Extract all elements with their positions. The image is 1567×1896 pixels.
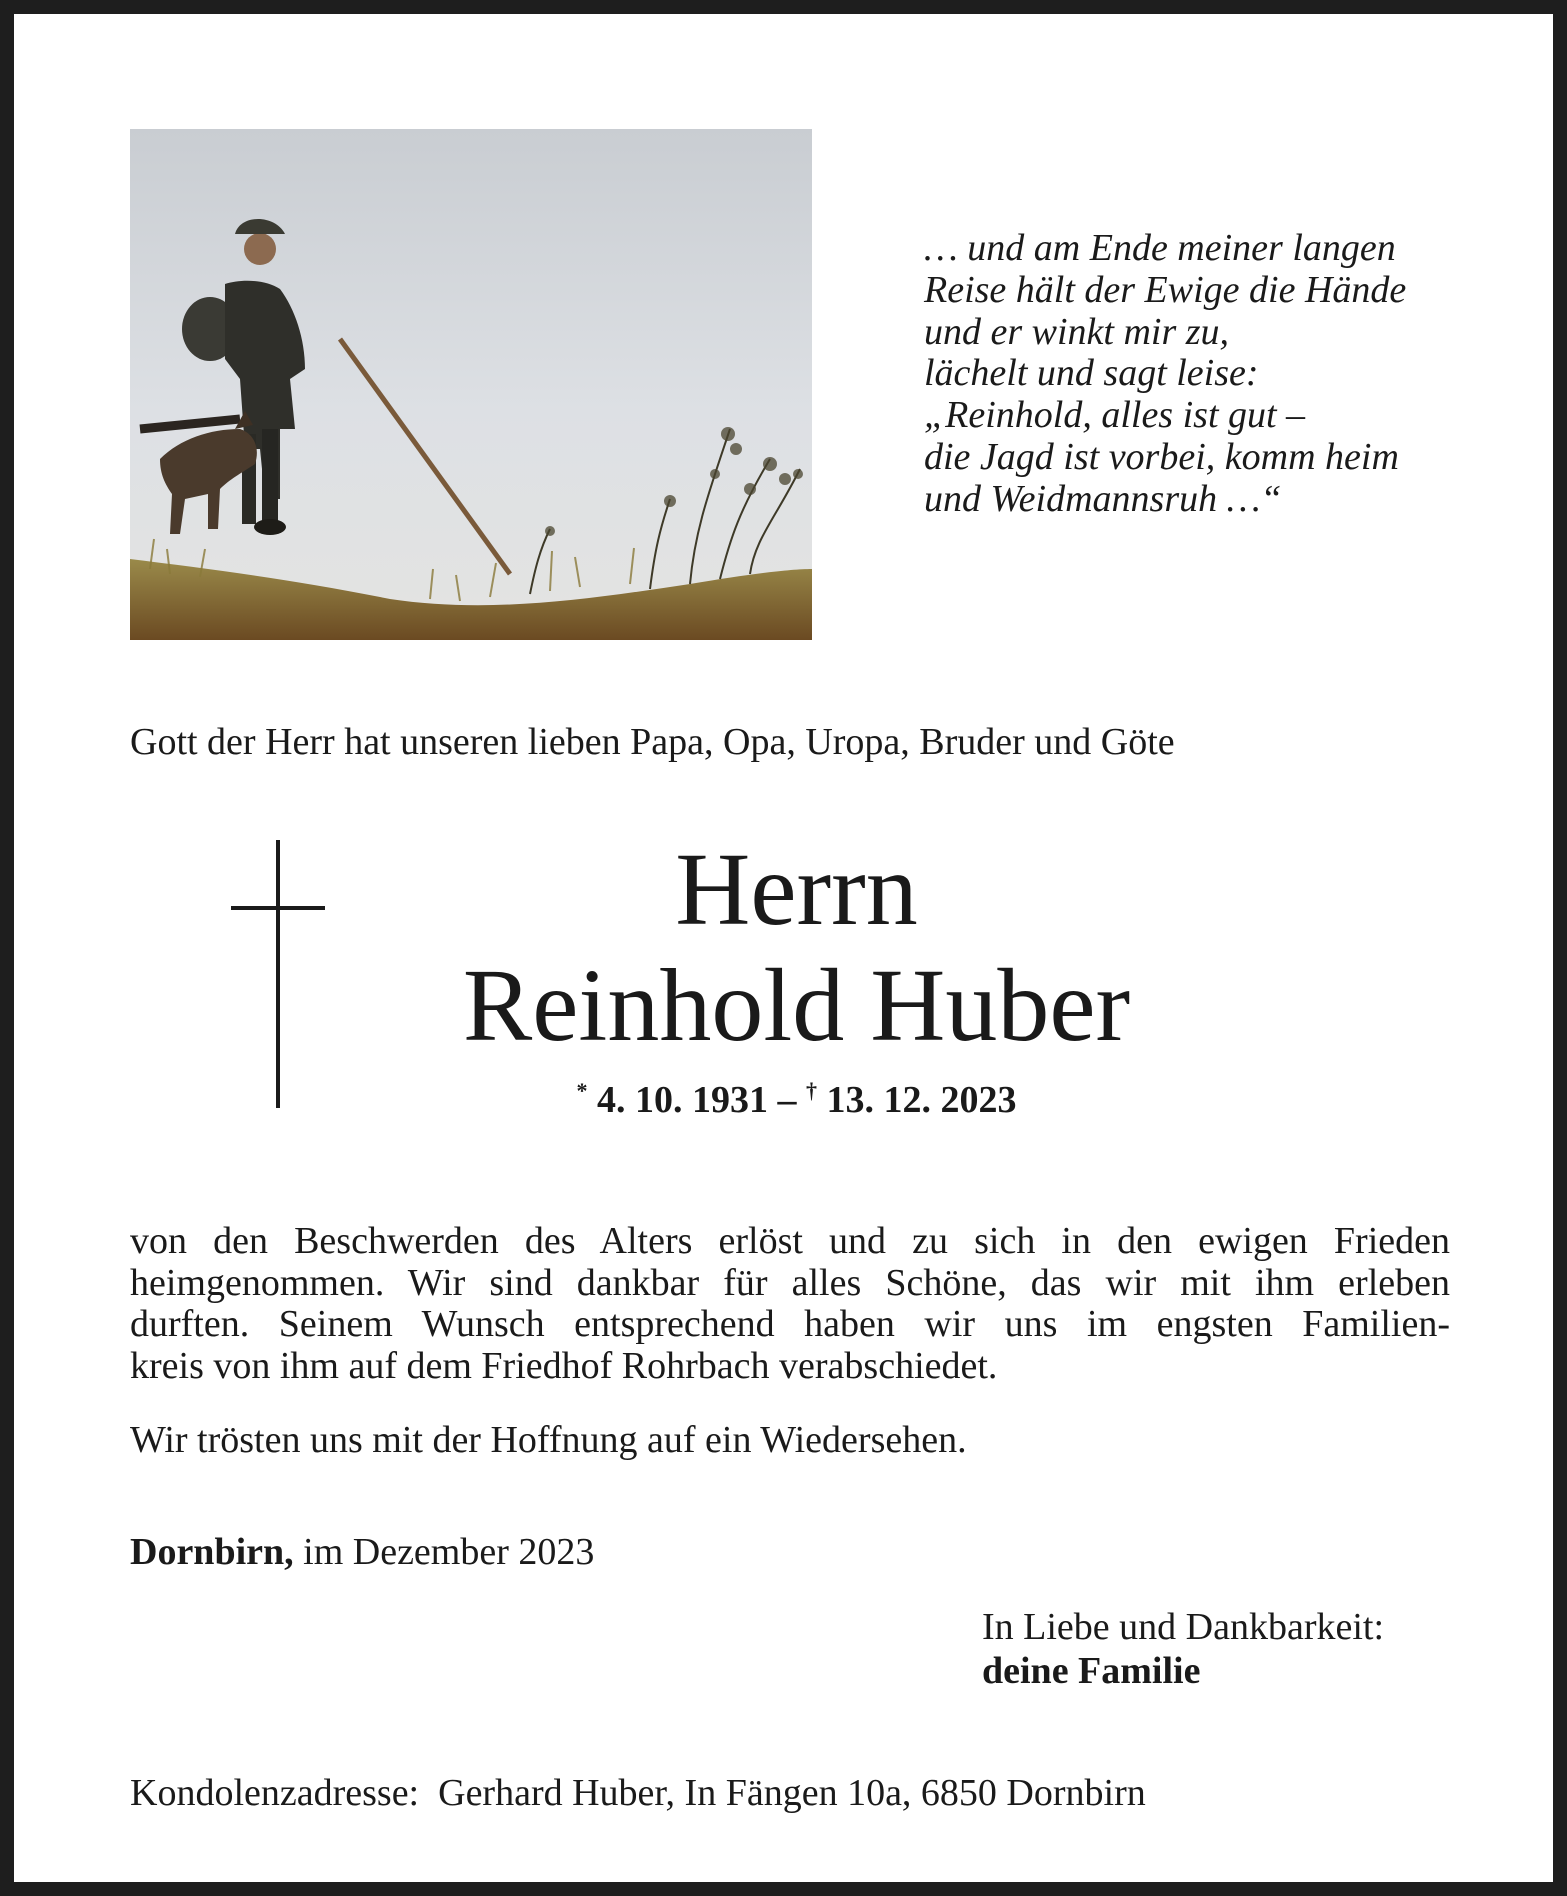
birth-date: 4. 10. 1931 bbox=[597, 1079, 768, 1121]
signoff-line: In Liebe und Dankbarkeit: bbox=[982, 1606, 1385, 1648]
poem-line: und er winkt mir zu, bbox=[924, 310, 1230, 353]
poem-line: Reise hält der Ewige die Hände bbox=[924, 268, 1407, 311]
condolence-address bbox=[130, 1771, 1146, 1815]
place-city: Dornbirn, bbox=[130, 1531, 294, 1573]
poem-quote bbox=[924, 228, 1484, 521]
obituary-notice bbox=[14, 14, 1553, 1882]
hunter-with-dog-photo bbox=[130, 129, 812, 640]
poem-line: „Reinhold, alles ist gut – bbox=[924, 394, 1306, 437]
salutation: Herrn bbox=[675, 832, 918, 947]
photo-illustration bbox=[130, 129, 812, 640]
deceased-title bbox=[314, 832, 1279, 1064]
condolence-label: Kondolenzadresse: bbox=[130, 1772, 420, 1814]
body-paragraph bbox=[130, 1221, 1450, 1387]
condolence-address-text: Gerhard Huber, In Fängen 10a, 6850 Dornbirn bbox=[438, 1772, 1146, 1814]
intro-sentence: Gott der Herr hat unseren lieben Papa, Opa, Uropa, Bruder und Göte bbox=[130, 721, 1175, 763]
place-date-line bbox=[130, 1530, 594, 1574]
body-line: heimgenommen. Wir sind dankbar für alles Schöne, das wir mit ihm erleben bbox=[130, 1261, 1450, 1304]
birth-symbol: * bbox=[576, 1078, 588, 1103]
signoff bbox=[982, 1605, 1384, 1693]
closing-sentence: Wir trösten uns mit der Hoffnung auf ein Wiedersehen. bbox=[130, 1419, 967, 1461]
death-date: 13. 12. 2023 bbox=[826, 1079, 1017, 1121]
body-line: von den Beschwerden des Alters erlöst und zu sich in den ewigen Frieden bbox=[130, 1220, 1450, 1262]
place-date: im Dezember 2023 bbox=[293, 1531, 595, 1573]
cross-icon bbox=[231, 840, 325, 1108]
body-line: durften. Seinem Wunsch entsprechend haben wir uns im engsten Familien- bbox=[130, 1303, 1450, 1345]
death-symbol: † bbox=[806, 1078, 817, 1103]
deceased-name: Reinhold Huber bbox=[462, 948, 1131, 1063]
life-dates bbox=[314, 1078, 1279, 1122]
body-line: kreis von ihm auf dem Friedhof Rohrbach verabschiedet. bbox=[130, 1344, 998, 1387]
poem-line: und Weidmannsruh …“ bbox=[924, 477, 1282, 520]
poem-line: lächelt und sagt leise: bbox=[924, 352, 1259, 395]
poem-line: die Jagd ist vorbei, komm heim bbox=[924, 435, 1399, 478]
date-separator: – bbox=[768, 1079, 806, 1121]
poem-line: … und am Ende meiner langen bbox=[924, 227, 1396, 269]
signoff-family: deine Familie bbox=[982, 1650, 1201, 1692]
